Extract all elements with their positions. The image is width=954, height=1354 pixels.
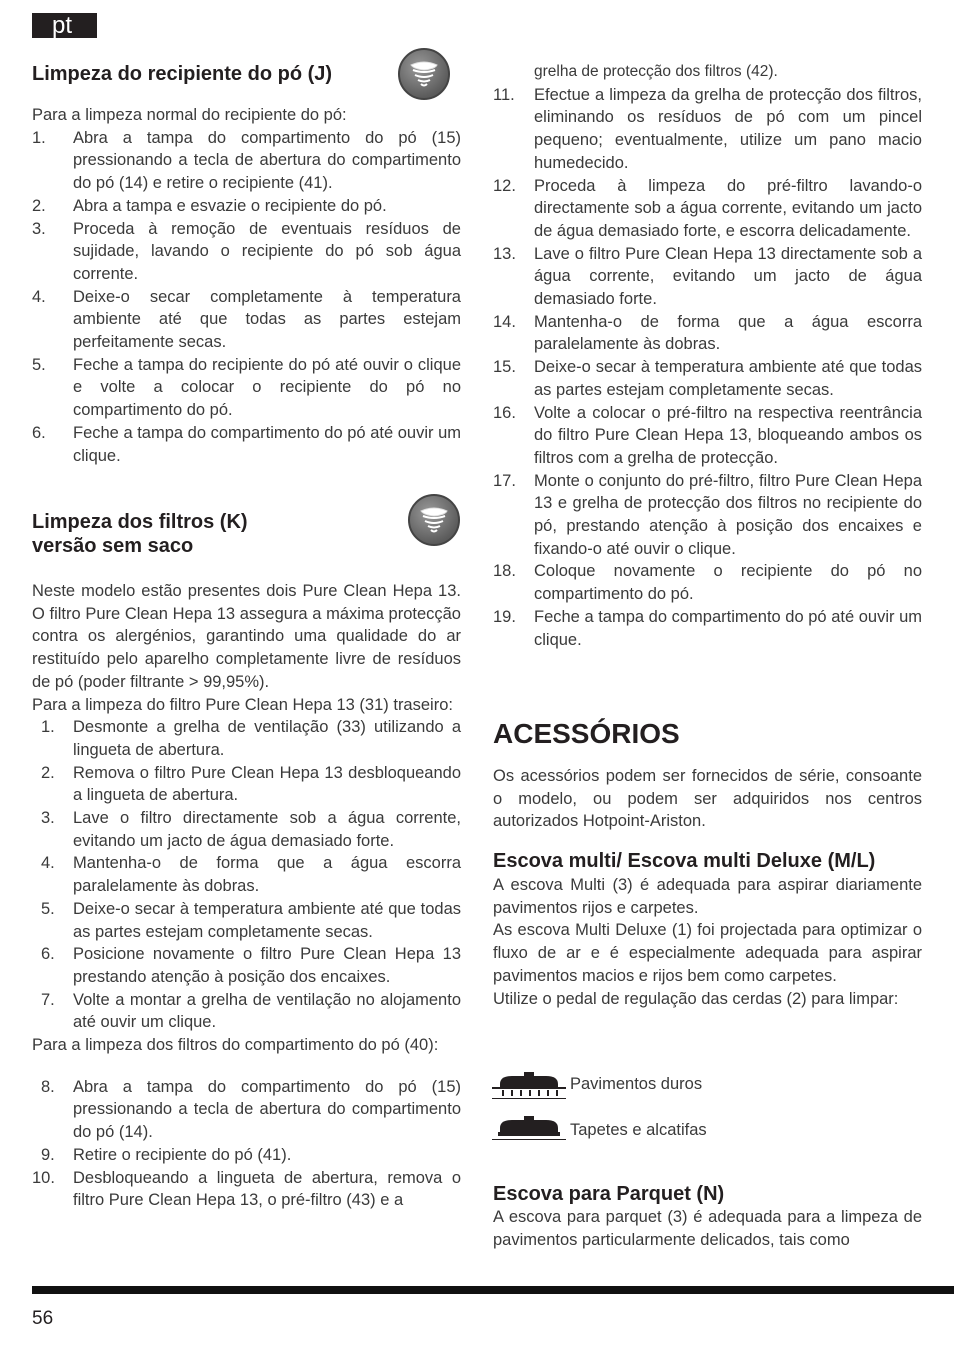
list-item: 3. Proceda à remoção de eventuais resíduos de sujidade, lavando o recipiente do pó sob água corrente. bbox=[32, 219, 461, 283]
cyclone-icon bbox=[408, 494, 460, 546]
list-item: 12. Proceda à limpeza do pré-filtro lavando-o directamente sob a água corrente, evitando um jacto de água demasiado forte, e escorra delicadamente. bbox=[493, 176, 922, 240]
accessories-heading: ACESSÓRIOS bbox=[493, 718, 680, 749]
page-number: 56 bbox=[32, 1308, 54, 1329]
filter-steps-continued bbox=[493, 84, 922, 652]
list-item: 1. Desmonte a grelha de ventilação (33) utilizando a lingueta de abertura. bbox=[41, 718, 461, 759]
list-item: 18. Coloque novamente o recipiente do pó no compartimento do pó. bbox=[493, 562, 922, 604]
continued-text: grelha de protecção dos filtros (42). bbox=[534, 63, 778, 80]
parquet-brush-heading: Escova para Parquet (N) bbox=[493, 1183, 725, 1205]
multi-brush-text-3: Utilize o pedal de regulação das cerdas (2) para limpar: bbox=[493, 989, 899, 1008]
multi-brush-text-1: A escova Multi (3) é adequada para aspirar diariamente pavimentos rijos e carpetes. bbox=[493, 876, 922, 917]
list-item: 4. Mantenha-o de forma que a água escorra paralelamente às dobras. bbox=[41, 854, 461, 896]
accessories-description: Os acessórios podem ser fornecidos de série, consoante o modelo, ou podem ser adquiridos nos centros autorizados Hotpoint-Ariston. bbox=[493, 767, 922, 831]
multi-brush-text-2: As escova Multi Deluxe (1) foi projectada para optimizar o fluxo de ar e é especialmente adequada para aspirar pavimentos macios e rijos bem como carpetes. bbox=[493, 921, 922, 985]
intro-text: Para a limpeza normal do recipiente do pó: bbox=[32, 106, 347, 124]
dust-container-steps bbox=[32, 127, 461, 468]
list-item: 6. Feche a tampa do compartimento do pó até ouvir um clique. bbox=[32, 423, 461, 465]
list-item: 14. Mantenha-o de forma que a água escorra paralelamente às dobras. bbox=[493, 312, 922, 354]
list-item: 19. Feche a tampa do compartimento do pó até ouvir um clique. bbox=[493, 607, 922, 649]
carpet-brush-icon bbox=[492, 1114, 566, 1151]
list-item: 16. Volte a colocar o pré-filtro na respectiva reentrância do filtro Pure Clean Hepa 13, bloqueando ambos os filtros com a grelha de protecção. bbox=[493, 403, 922, 467]
list-item: 10. Desbloqueando a lingueta de abertura, remova o filtro Pure Clean Hepa 13, o pré-filtro (43) e a bbox=[32, 1168, 461, 1210]
list-item: 6. Posicione novamente o filtro Pure Clean Hepa 13 prestando atenção à posição dos encaixes. bbox=[41, 945, 461, 986]
hard-floor-brush-icon bbox=[492, 1070, 566, 1107]
list-item: 15. Deixe-o secar à temperatura ambiente até que todas as partes estejam completamente secas. bbox=[493, 358, 922, 399]
cyclone-icon bbox=[398, 48, 450, 100]
list-item: 2. Remova o filtro Pure Clean Hepa 13 desbloqueando a lingueta de abertura. bbox=[41, 763, 461, 805]
list-item: 7. Volte a montar a grelha de ventilação no alojamento até ouvir um clique. bbox=[41, 990, 461, 1032]
parquet-brush-text: A escova para parquet (3) é adequada para a limpeza de pavimentos particularmente delicados, tais como bbox=[493, 1208, 922, 1249]
multi-brush-heading: Escova multi/ Escova multi Deluxe (M/L) bbox=[493, 850, 876, 872]
section-title-dust-container: Limpeza do recipiente do pó (J) bbox=[32, 63, 333, 85]
section-title-filters: Limpeza dos filtros (K) versão sem saco bbox=[32, 511, 248, 557]
list-item: 4. Deixe-o secar completamente à temperatura ambiente até que todas as partes estejam perfeitamente secas. bbox=[32, 287, 461, 352]
list-item: 1. Abra a tampa do compartimento do pó (15) pressionando a tecla de abertura do compartimento do pó (14) e retire o recipiente (41). bbox=[32, 128, 461, 193]
list-item: 8. Abra a tampa do compartimento do pó (15) pressionando a tecla de abertura do compartimento do pó (14). bbox=[41, 1077, 461, 1142]
hard-floor-label: Pavimentos duros bbox=[570, 1075, 703, 1093]
list-item: 9. Retire o recipiente do pó (41). bbox=[41, 1145, 292, 1164]
language-tag: pt bbox=[32, 13, 97, 38]
list-item: 3. Lave o filtro directamente sob a água corrente, evitando um jacto de água demasiado forte. bbox=[41, 809, 461, 850]
filters-description: Neste modelo estão presentes dois Pure Clean Hepa 13. O filtro Pure Clean Hepa 13 assegura a máxima protecção contra os alergénios, garantindo uma qualidade do ar restituído pelo aparelho completamente livre de resíduos de pó (poder filtrante > 99,95%). bbox=[32, 582, 461, 691]
list-item: 17. Monte o conjunto do pré-filtro, filtro Pure Clean Hepa 13 e grelha de protecção dos filtros no recipiente do pó, prestando atenção à posição dos encaixes e fixando-o até ouvir o clique. bbox=[493, 471, 922, 558]
list-item: 13. Lave o filtro Pure Clean Hepa 13 directamente sob a água corrente, evitando um jacto de água demasiado forte. bbox=[493, 244, 922, 309]
rear-filter-intro: Para a limpeza do filtro Pure Clean Hepa 13 (31) traseiro: bbox=[32, 695, 453, 714]
footer-rule bbox=[32, 1286, 954, 1294]
compartment-filter-steps bbox=[32, 1076, 461, 1212]
list-item: 5. Feche a tampa do recipiente do pó até ouvir o clique e volte a colocar o recipiente do pó no compartimento do pó. bbox=[32, 355, 461, 420]
list-item: 11. Efectue a limpeza da grelha de protecção dos filtros, eliminando os resíduos de pó com um pincel pequeno; eventualmente, utilize um pano macio humedecido. bbox=[493, 85, 922, 172]
list-item: 2. Abra a tampa e esvazie o recipiente do pó. bbox=[32, 196, 387, 215]
rear-filter-steps bbox=[32, 716, 461, 1034]
list-item: 5. Deixe-o secar à temperatura ambiente até que todas as partes estejam completamente secas. bbox=[41, 899, 461, 941]
compartment-filters-intro: Para a limpeza dos filtros do compartimento do pó (40): bbox=[32, 1036, 439, 1055]
carpet-label: Tapetes e alcatifas bbox=[570, 1121, 707, 1139]
